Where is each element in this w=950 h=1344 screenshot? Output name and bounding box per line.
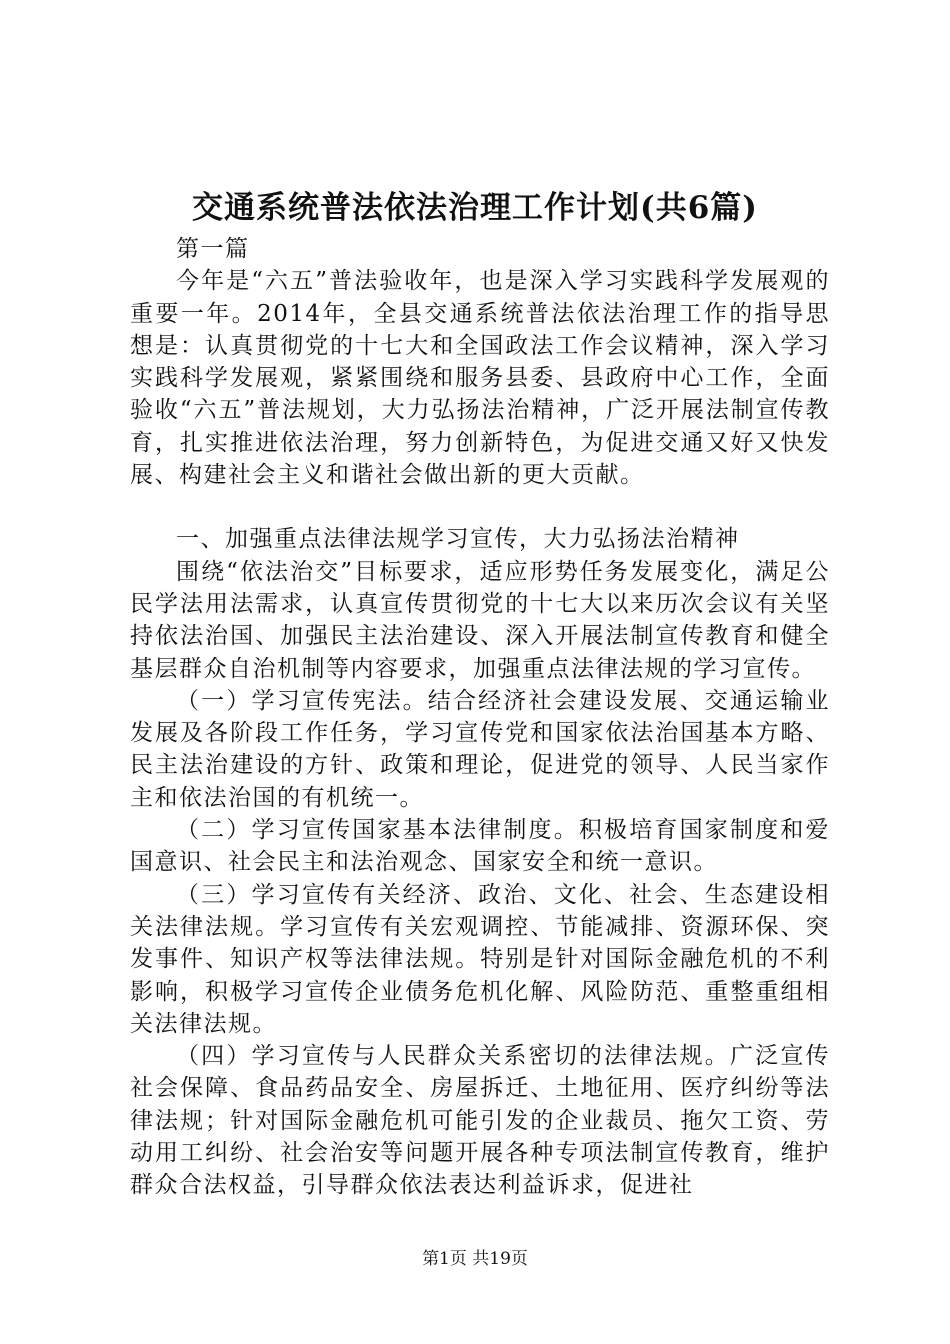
paragraph: （三）学习宣传有关经济、政治、文化、社会、生态建设相关法律法规。学习宣传有关宏观调控、节能减排、资源环保、突发事件、知识产权等法律法规。特别是针对国际金融危机的不利影响，积极学习宣传企业债务危机化解、风险防范、重整重组相关法律法规。 xyxy=(130,881,830,1037)
paragraph: 围绕“依法治交”目标要求，适应形势任务发展变化，满足公民学法用法需求，认真宣传贯彻党的十七大以来历次会议有关坚持依法治国、加强民主法治建设、深入开展法制宣传教育和健全基层群众自治机制等内容要求，加强重点法律法规的学习宣传。 xyxy=(130,558,830,682)
page-footer: 第1页 共19页 xyxy=(422,1249,528,1269)
section-heading: 一、加强重点法律法规学习宣传，大力弘扬法治精神 xyxy=(176,526,740,553)
document-title: 交通系统普法依法治理工作计划(共6篇) xyxy=(192,190,758,226)
paragraph: （二）学习宣传国家基本法律制度。积极培育国家制度和爱国意识、社会民主和法治观念、国家安全和统一意识。 xyxy=(130,817,830,876)
section-label: 第一篇 xyxy=(176,236,250,262)
paragraph: （四）学习宣传与人民群众关系密切的法律法规。广泛宣传社会保障、食品药品安全、房屋拆迁、土地征用、医疗纠纷等法律法规；针对国际金融危机可能引发的企业裁员、拖欠工资、劳动用工纠纷、社会治安等问题开展各种专项法制宣传教育，维护群众合法权益，引导群众依法表达利益诉求，促进社 xyxy=(130,1043,830,1199)
document-body xyxy=(130,233,830,1202)
paragraph-intro: 今年是“六五”普法验收年，也是深入学习实践科学发展观的重要一年。2014年，全县交通系统普法依法治理工作的指导思想是：认真贯彻党的十七大和全国政法工作会议精神，深入学习实践科学发展观，紧紧围绕和服务县委、县政府中心工作，全面验收“六五”普法规划，大力弘扬法治精神，广泛开展法制宣传教育，扎实推进依法治理，努力创新特色，为促进交通又好又快发展、构建社会主义和谐社会做出新的更大贡献。 xyxy=(130,268,830,489)
paragraph: （一）学习宣传宪法。结合经济社会建设发展、交通运输业发展及各阶段工作任务，学习宣传党和国家依法治国基本方略、民主法治建设的方针、政策和理论，促进党的领导、人民当家作主和依法治国的有机统一。 xyxy=(130,687,830,811)
